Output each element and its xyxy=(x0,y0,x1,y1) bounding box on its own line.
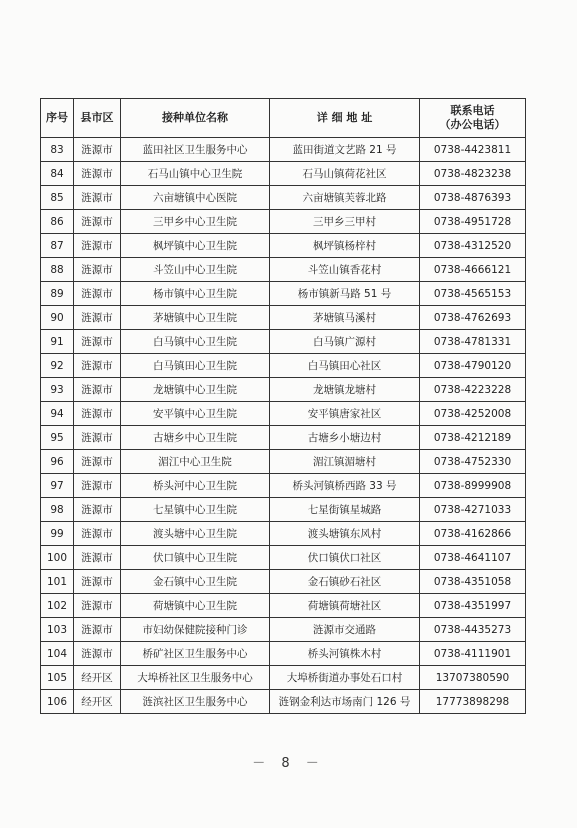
table-body xyxy=(41,138,526,714)
cell-address: 茅塘镇马溪村 xyxy=(270,306,420,330)
cell-phone: 0738-4762693 xyxy=(420,306,526,330)
table-row xyxy=(41,378,526,402)
cell-address: 三甲乡三甲村 xyxy=(270,210,420,234)
cell-address: 渡头塘镇东风村 xyxy=(270,522,420,546)
cell-phone: 17773898298 xyxy=(420,690,526,714)
cell-index: 91 xyxy=(41,330,74,354)
cell-index: 96 xyxy=(41,450,74,474)
table-header-row xyxy=(41,99,526,138)
cell-phone: 0738-4252008 xyxy=(420,402,526,426)
cell-phone: 0738-4312520 xyxy=(420,234,526,258)
cell-unit-name: 白马镇田心卫生院 xyxy=(121,354,270,378)
table-row xyxy=(41,450,526,474)
header-phone-line2: （办公电话） xyxy=(439,118,506,131)
cell-unit-name: 大埠桥社区卫生服务中心 xyxy=(121,666,270,690)
cell-county: 涟源市 xyxy=(74,522,121,546)
cell-county: 涟源市 xyxy=(74,618,121,642)
table-row xyxy=(41,642,526,666)
cell-unit-name: 市妇幼保健院接种门诊 xyxy=(121,618,270,642)
cell-phone: 0738-4823238 xyxy=(420,162,526,186)
cell-phone: 0738-4781331 xyxy=(420,330,526,354)
cell-county: 涟源市 xyxy=(74,162,121,186)
table-row xyxy=(41,138,526,162)
cell-index: 99 xyxy=(41,522,74,546)
header-address: 详 细 地 址 xyxy=(270,99,420,138)
cell-index: 103 xyxy=(41,618,74,642)
cell-county: 涟源市 xyxy=(74,498,121,522)
cell-phone: 0738-4435273 xyxy=(420,618,526,642)
cell-phone: 0738-4111901 xyxy=(420,642,526,666)
table-row xyxy=(41,354,526,378)
cell-unit-name: 三甲乡中心卫生院 xyxy=(121,210,270,234)
cell-address: 荷塘镇荷塘社区 xyxy=(270,594,420,618)
cell-phone: 0738-4162866 xyxy=(420,522,526,546)
cell-unit-name: 伏口镇中心卫生院 xyxy=(121,546,270,570)
vaccination-site-table xyxy=(40,98,526,714)
cell-unit-name: 古塘乡中心卫生院 xyxy=(121,426,270,450)
cell-index: 88 xyxy=(41,258,74,282)
cell-address: 七星街镇星城路 xyxy=(270,498,420,522)
cell-county: 涟源市 xyxy=(74,450,121,474)
cell-address: 白马镇广源村 xyxy=(270,330,420,354)
cell-phone: 0738-4876393 xyxy=(420,186,526,210)
cell-county: 涟源市 xyxy=(74,474,121,498)
cell-county: 涟源市 xyxy=(74,378,121,402)
cell-index: 93 xyxy=(41,378,74,402)
cell-index: 98 xyxy=(41,498,74,522)
cell-index: 86 xyxy=(41,210,74,234)
table-row xyxy=(41,330,526,354)
cell-county: 涟源市 xyxy=(74,546,121,570)
cell-unit-name: 涟滨社区卫生服务中心 xyxy=(121,690,270,714)
cell-index: 89 xyxy=(41,282,74,306)
table-row xyxy=(41,426,526,450)
cell-address: 金石镇砂石社区 xyxy=(270,570,420,594)
cell-index: 84 xyxy=(41,162,74,186)
cell-unit-name: 渡头塘中心卫生院 xyxy=(121,522,270,546)
cell-address: 龙塘镇龙塘村 xyxy=(270,378,420,402)
cell-index: 106 xyxy=(41,690,74,714)
cell-index: 95 xyxy=(41,426,74,450)
cell-county: 涟源市 xyxy=(74,426,121,450)
cell-county: 涟源市 xyxy=(74,642,121,666)
cell-unit-name: 桥头河中心卫生院 xyxy=(121,474,270,498)
cell-phone: 0738-4271033 xyxy=(420,498,526,522)
cell-phone: 0738-4351058 xyxy=(420,570,526,594)
cell-index: 90 xyxy=(41,306,74,330)
cell-unit-name: 金石镇中心卫生院 xyxy=(121,570,270,594)
cell-index: 83 xyxy=(41,138,74,162)
table-row xyxy=(41,210,526,234)
vaccination-site-table-container xyxy=(40,98,525,714)
cell-unit-name: 枫坪镇中心卫生院 xyxy=(121,234,270,258)
cell-unit-name: 桥矿社区卫生服务中心 xyxy=(121,642,270,666)
cell-index: 97 xyxy=(41,474,74,498)
cell-address: 六亩塘镇芙蓉北路 xyxy=(270,186,420,210)
cell-unit-name: 蓝田社区卫生服务中心 xyxy=(121,138,270,162)
cell-address: 桥头河镇株木村 xyxy=(270,642,420,666)
table-row xyxy=(41,234,526,258)
cell-unit-name: 安平镇中心卫生院 xyxy=(121,402,270,426)
cell-index: 101 xyxy=(41,570,74,594)
cell-phone: 0738-4752330 xyxy=(420,450,526,474)
cell-county: 涟源市 xyxy=(74,570,121,594)
cell-index: 105 xyxy=(41,666,74,690)
table-row xyxy=(41,498,526,522)
header-index: 序号 xyxy=(41,99,74,138)
cell-index: 100 xyxy=(41,546,74,570)
cell-county: 涟源市 xyxy=(74,210,121,234)
cell-unit-name: 六亩塘镇中心医院 xyxy=(121,186,270,210)
cell-phone: 13707380590 xyxy=(420,666,526,690)
cell-index: 85 xyxy=(41,186,74,210)
cell-address: 伏口镇伏口社区 xyxy=(270,546,420,570)
table-row xyxy=(41,594,526,618)
cell-county: 涟源市 xyxy=(74,282,121,306)
table-row xyxy=(41,258,526,282)
cell-phone: 0738-4423811 xyxy=(420,138,526,162)
cell-index: 94 xyxy=(41,402,74,426)
table-row xyxy=(41,690,526,714)
page-number: － 8 － xyxy=(252,756,325,771)
cell-county: 涟源市 xyxy=(74,258,121,282)
cell-phone: 0738-8999908 xyxy=(420,474,526,498)
header-phone-line1: 联系电话 xyxy=(450,104,495,117)
cell-phone: 0738-4951728 xyxy=(420,210,526,234)
cell-unit-name: 斗笠山中心卫生院 xyxy=(121,258,270,282)
cell-address: 湄江镇湄塘村 xyxy=(270,450,420,474)
cell-address: 大埠桥街道办事处石口村 xyxy=(270,666,420,690)
cell-address: 杨市镇新马路 51 号 xyxy=(270,282,420,306)
table-row xyxy=(41,666,526,690)
cell-county: 涟源市 xyxy=(74,330,121,354)
cell-index: 92 xyxy=(41,354,74,378)
cell-unit-name: 白马镇中心卫生院 xyxy=(121,330,270,354)
table-row xyxy=(41,522,526,546)
cell-phone: 0738-4641107 xyxy=(420,546,526,570)
cell-county: 涟源市 xyxy=(74,594,121,618)
table-row xyxy=(41,282,526,306)
cell-address: 桥头河镇桥西路 33 号 xyxy=(270,474,420,498)
header-unit-name: 接种单位名称 xyxy=(121,99,270,138)
header-phone xyxy=(420,99,526,138)
cell-county: 涟源市 xyxy=(74,402,121,426)
cell-phone: 0738-4565153 xyxy=(420,282,526,306)
cell-county: 涟源市 xyxy=(74,186,121,210)
cell-phone: 0738-4790120 xyxy=(420,354,526,378)
cell-phone: 0738-4223228 xyxy=(420,378,526,402)
cell-phone: 0738-4666121 xyxy=(420,258,526,282)
cell-unit-name: 七星镇中心卫生院 xyxy=(121,498,270,522)
table-row xyxy=(41,306,526,330)
cell-address: 蓝田街道文艺路 21 号 xyxy=(270,138,420,162)
cell-county: 涟源市 xyxy=(74,354,121,378)
cell-unit-name: 龙塘镇中心卫生院 xyxy=(121,378,270,402)
cell-phone: 0738-4212189 xyxy=(420,426,526,450)
cell-address: 古塘乡小塘边村 xyxy=(270,426,420,450)
table-row xyxy=(41,402,526,426)
cell-unit-name: 茅塘镇中心卫生院 xyxy=(121,306,270,330)
table-row xyxy=(41,186,526,210)
header-county: 县市区 xyxy=(74,99,121,138)
cell-county: 涟源市 xyxy=(74,138,121,162)
cell-county: 经开区 xyxy=(74,690,121,714)
cell-unit-name: 湄江中心卫生院 xyxy=(121,450,270,474)
cell-address: 涟钢金利达市场南门 126 号 xyxy=(270,690,420,714)
cell-address: 枫坪镇杨梓村 xyxy=(270,234,420,258)
cell-address: 白马镇田心社区 xyxy=(270,354,420,378)
cell-address: 石马山镇荷花社区 xyxy=(270,162,420,186)
cell-address: 涟源市交通路 xyxy=(270,618,420,642)
table-row xyxy=(41,162,526,186)
cell-county: 涟源市 xyxy=(74,306,121,330)
cell-index: 87 xyxy=(41,234,74,258)
cell-county: 涟源市 xyxy=(74,234,121,258)
cell-index: 102 xyxy=(41,594,74,618)
cell-unit-name: 杨市镇中心卫生院 xyxy=(121,282,270,306)
table-row xyxy=(41,474,526,498)
cell-index: 104 xyxy=(41,642,74,666)
cell-address: 斗笠山镇香花村 xyxy=(270,258,420,282)
table-row xyxy=(41,570,526,594)
cell-county: 经开区 xyxy=(74,666,121,690)
table-row xyxy=(41,546,526,570)
cell-phone: 0738-4351997 xyxy=(420,594,526,618)
cell-unit-name: 荷塘镇中心卫生院 xyxy=(121,594,270,618)
table-row xyxy=(41,618,526,642)
cell-address: 安平镇唐家社区 xyxy=(270,402,420,426)
cell-unit-name: 石马山镇中心卫生院 xyxy=(121,162,270,186)
